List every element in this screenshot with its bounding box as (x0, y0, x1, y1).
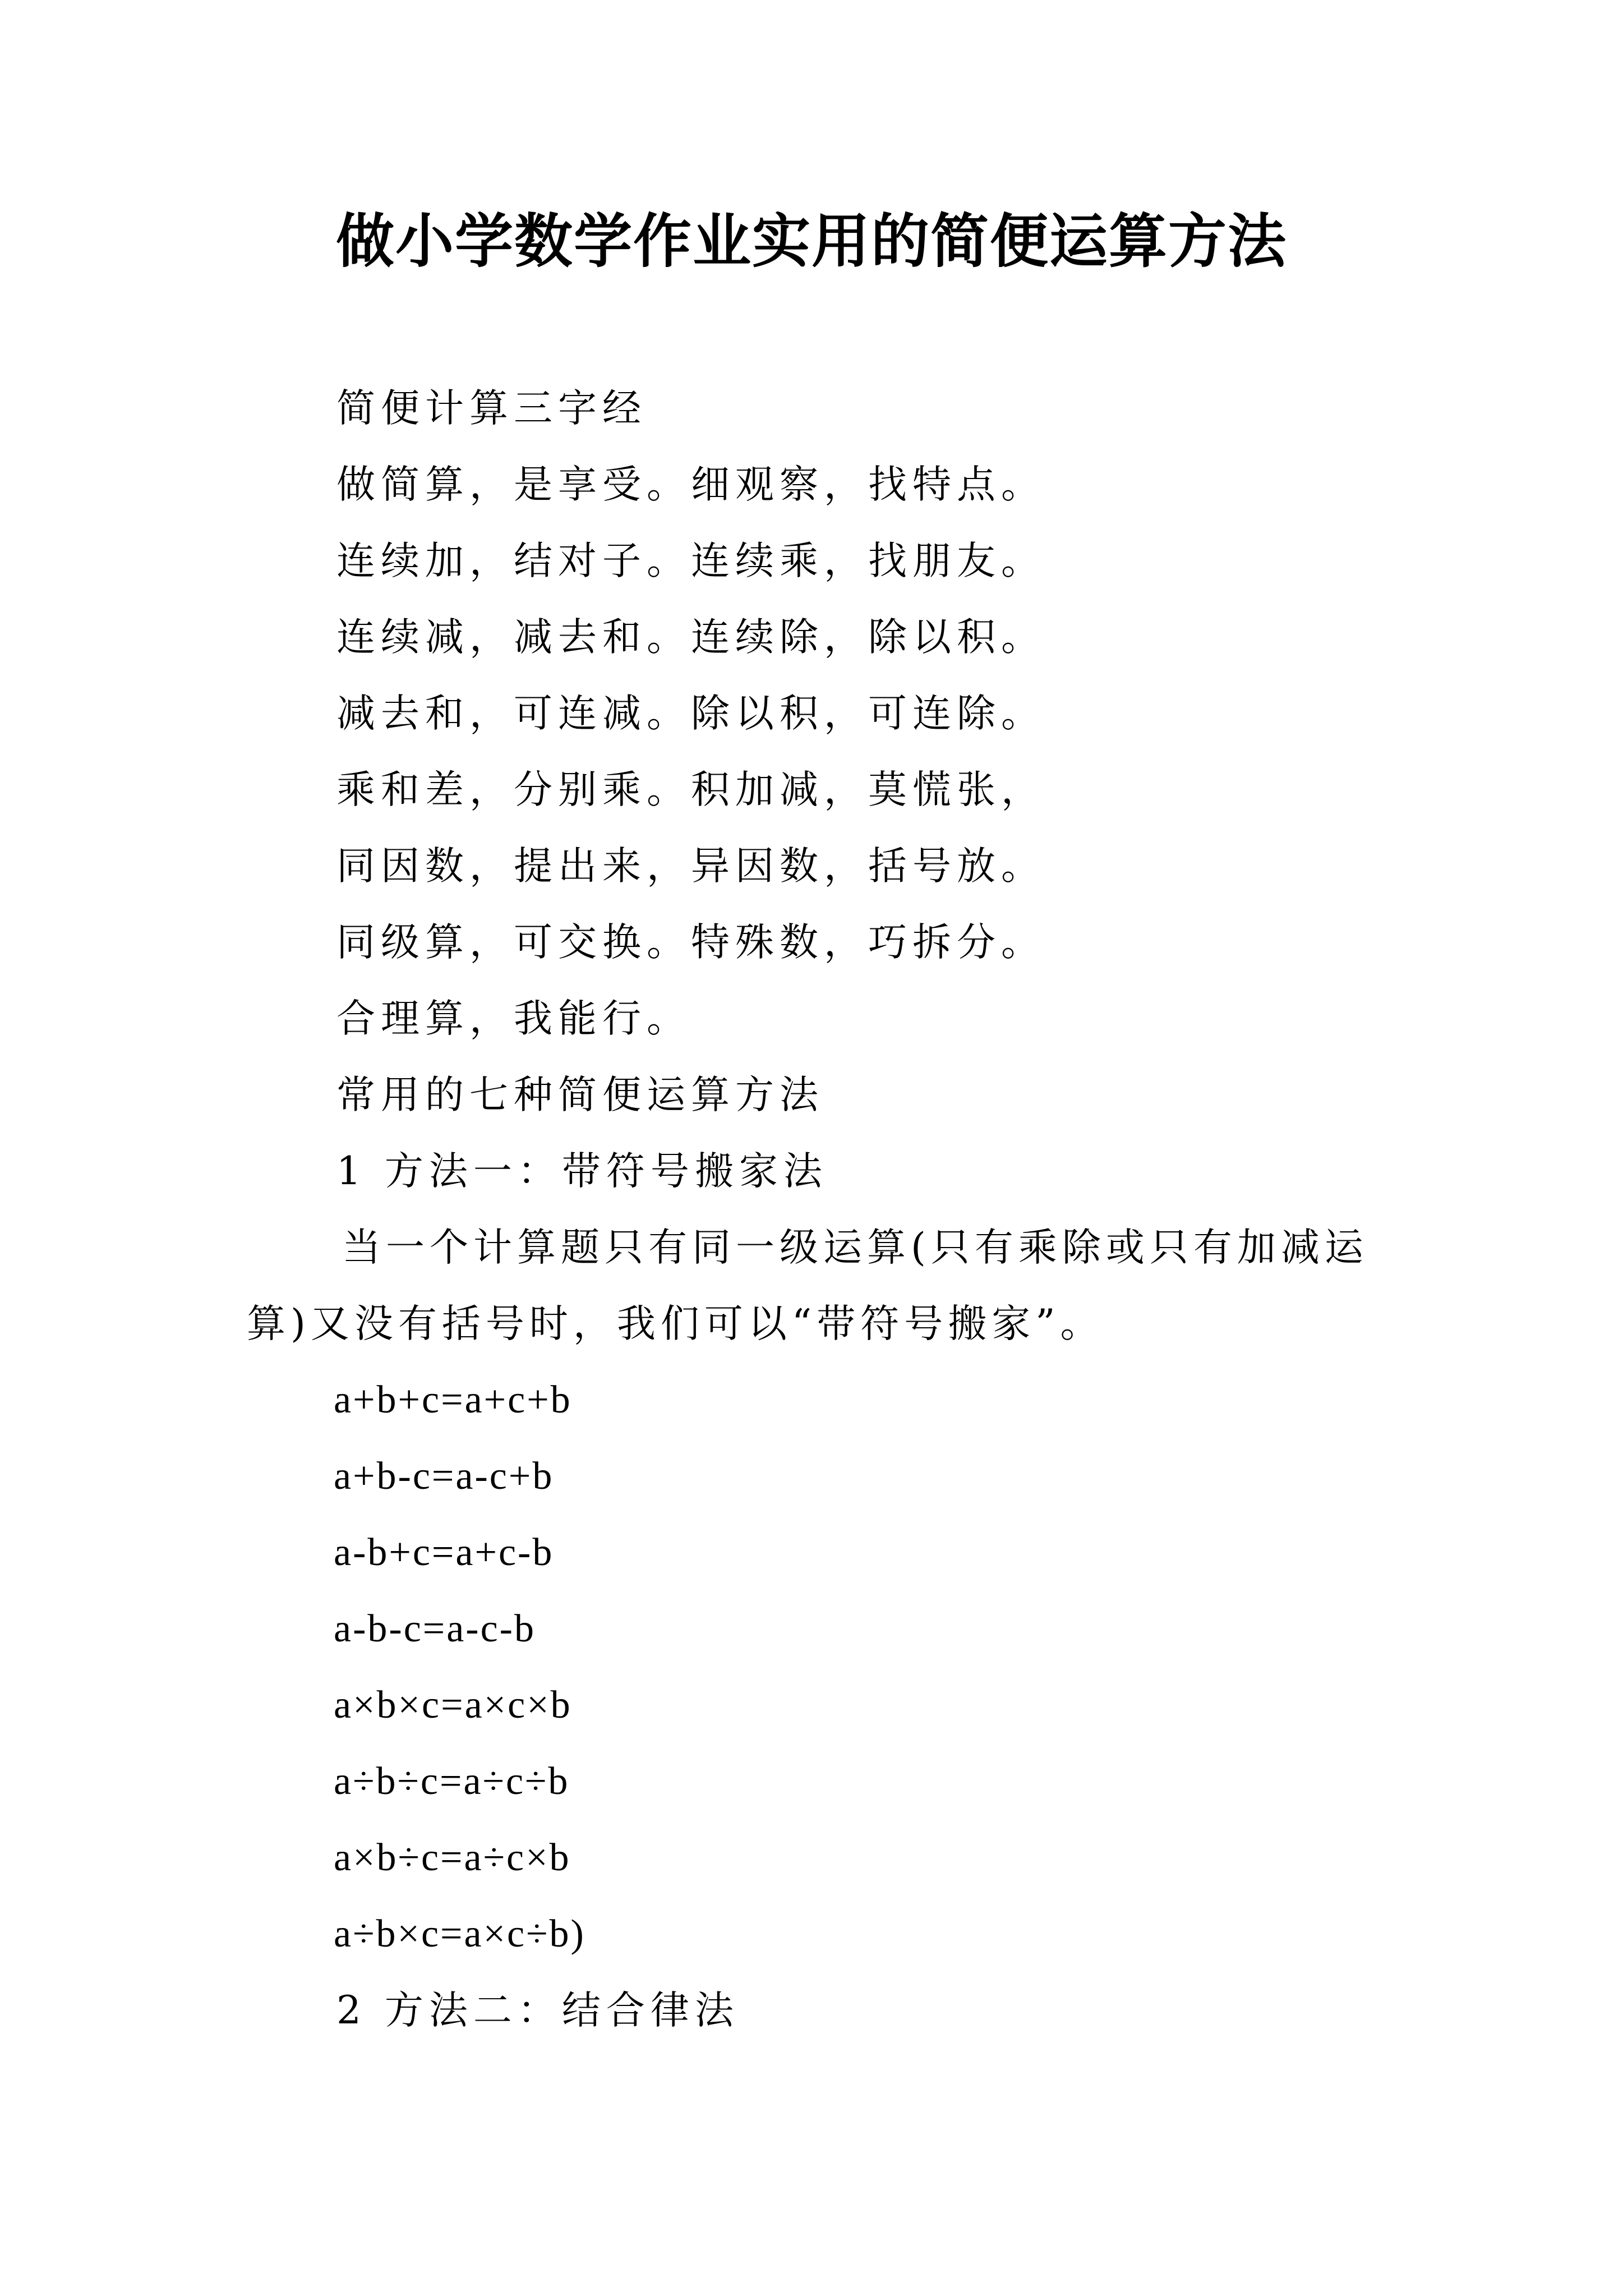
formula-line: a-b+c=a+c-b (334, 1531, 554, 1574)
text-line: 同级算，可交换。特殊数，巧拆分。 (336, 920, 1045, 965)
text-line: 乘和差，分别乘。积加减，莫慌张， (336, 767, 1045, 812)
text-line: 连续减，减去和。连续除，除以积。 (336, 615, 1045, 660)
method-heading: 2 方法二：结合律法 (336, 1988, 739, 2033)
text-line: 简便计算三字经 (336, 386, 647, 431)
section-heading: 常用的七种简便运算方法 (336, 1073, 824, 1117)
text-line: 连续加，结对子。连续乘，找朋友。 (336, 539, 1045, 583)
text-line: 减去和，可连减。除以积，可连除。 (336, 691, 1045, 736)
formula-line: a×b×c=a×c×b (334, 1683, 572, 1727)
text-line: 同因数，提出来，异因数，括号放。 (336, 844, 1045, 889)
text-line: 合理算，我能行。 (336, 996, 691, 1041)
formula-line: a+b-c=a-c+b (334, 1455, 554, 1498)
formula-line: a×b÷c=a÷c×b (334, 1836, 571, 1879)
formula-line: a-b-c=a-c-b (334, 1607, 536, 1650)
formula-line: a+b+c=a+c+b (334, 1378, 572, 1421)
document-body (247, 370, 1391, 2049)
text-line: 做简算，是享受。细观察，找特点。 (336, 462, 1045, 507)
document-title: 做小学数学作业实用的简便运算方法 (335, 206, 1287, 275)
formula-line: a÷b÷c=a÷c÷b (334, 1760, 570, 1803)
method-heading: 1 方法一：带符号搬家法 (336, 1149, 828, 1194)
formula-line: a÷b×c=a×c÷b) (334, 1912, 585, 1955)
paragraph: 当一个计算题只有同一级运算(只有乘除或只有加减运算)又没有括号时，我们可以“带符号搬家”。 (247, 1225, 1368, 1346)
